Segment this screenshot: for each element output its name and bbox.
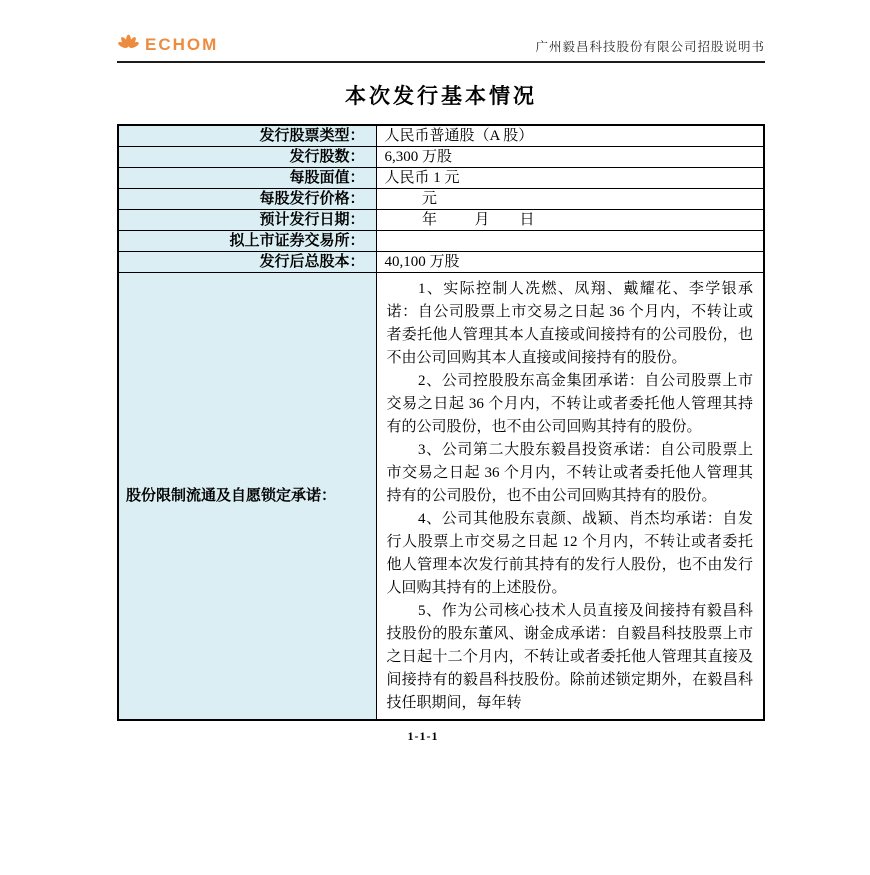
document-title-header: 广州毅昌科技股份有限公司招股说明书	[535, 40, 765, 54]
lockup-paragraph: 2、公司控股股东高金集团承诺：自公司股票上市交易之日起 36 个月内，不转让或者委托他人管理其持有的公司股份，也不由公司回购其持有的股份。	[386, 373, 753, 435]
lockup-commitments-row	[118, 273, 764, 721]
page-header	[117, 33, 765, 63]
row-value: 元	[376, 189, 764, 210]
table-row	[118, 147, 764, 168]
lockup-row-label: 股份限制流通及自愿锁定承诺：	[118, 273, 376, 721]
issuance-details-table	[117, 124, 765, 721]
row-label: 每股面值：	[118, 168, 376, 189]
prospectus-page	[0, 33, 870, 744]
row-value: 6,300 万股	[376, 147, 764, 168]
row-value: 年 月 日	[376, 210, 764, 231]
logo-wordmark: ECHOM	[145, 34, 219, 54]
row-label: 拟上市证券交易所：	[118, 231, 376, 252]
row-value: 人民币普通股（A 股）	[376, 125, 764, 147]
table-row	[118, 252, 764, 273]
row-value: 人民币 1 元	[376, 168, 764, 189]
row-label: 发行股票类型：	[118, 125, 376, 147]
row-label: 发行股数：	[118, 147, 376, 168]
lockup-row-text	[376, 273, 764, 721]
echom-logo	[117, 33, 218, 56]
row-label: 每股发行价格：	[118, 189, 376, 210]
row-label: 发行后总股本：	[118, 252, 376, 273]
row-value	[376, 231, 764, 252]
table-row	[118, 189, 764, 210]
lockup-paragraph: 4、公司其他股东袁颜、战颖、肖杰均承诺：自发行人股票上市交易之日起 12 个月内，不转让或者委托他人管理本次发行前其持有的发行人股份，也不由发行人回购其持有的上述股份。	[386, 511, 753, 596]
table-row	[118, 231, 764, 252]
row-value: 40,100 万股	[376, 252, 764, 273]
shell-icon	[117, 33, 140, 56]
lockup-paragraph: 5、作为公司核心技术人员直接及间接持有毅昌科技股份的股东董风、谢金成承诺：自毅昌科技股票上市之日起十二个月内，不转让或者委托他人管理其直接及间接持有的毅昌科技股份。除前述锁定期外，在毅昌科技任职期间，每年转	[386, 603, 753, 711]
row-label: 预计发行日期：	[118, 210, 376, 231]
table-row	[118, 168, 764, 189]
page-title: 本次发行基本情况	[345, 85, 537, 108]
page-number: 1-1-1	[407, 729, 439, 743]
table-row	[118, 210, 764, 231]
lockup-paragraph: 1、实际控制人冼燃、凤翔、戴耀花、李学银承诺：自公司股票上市交易之日起 36 个月内，不转让或者委托他人管理其本人直接或间接持有的公司股份，也不由公司回购其本人直接或间接持有的股份。	[386, 281, 753, 366]
lockup-paragraph: 3、公司第二大股东毅昌投资承诺：自公司股票上市交易之日起 36 个月内，不转让或者委托他人管理其持有的公司股份，也不由公司回购其持有的股份。	[386, 442, 753, 504]
table-row	[118, 125, 764, 147]
